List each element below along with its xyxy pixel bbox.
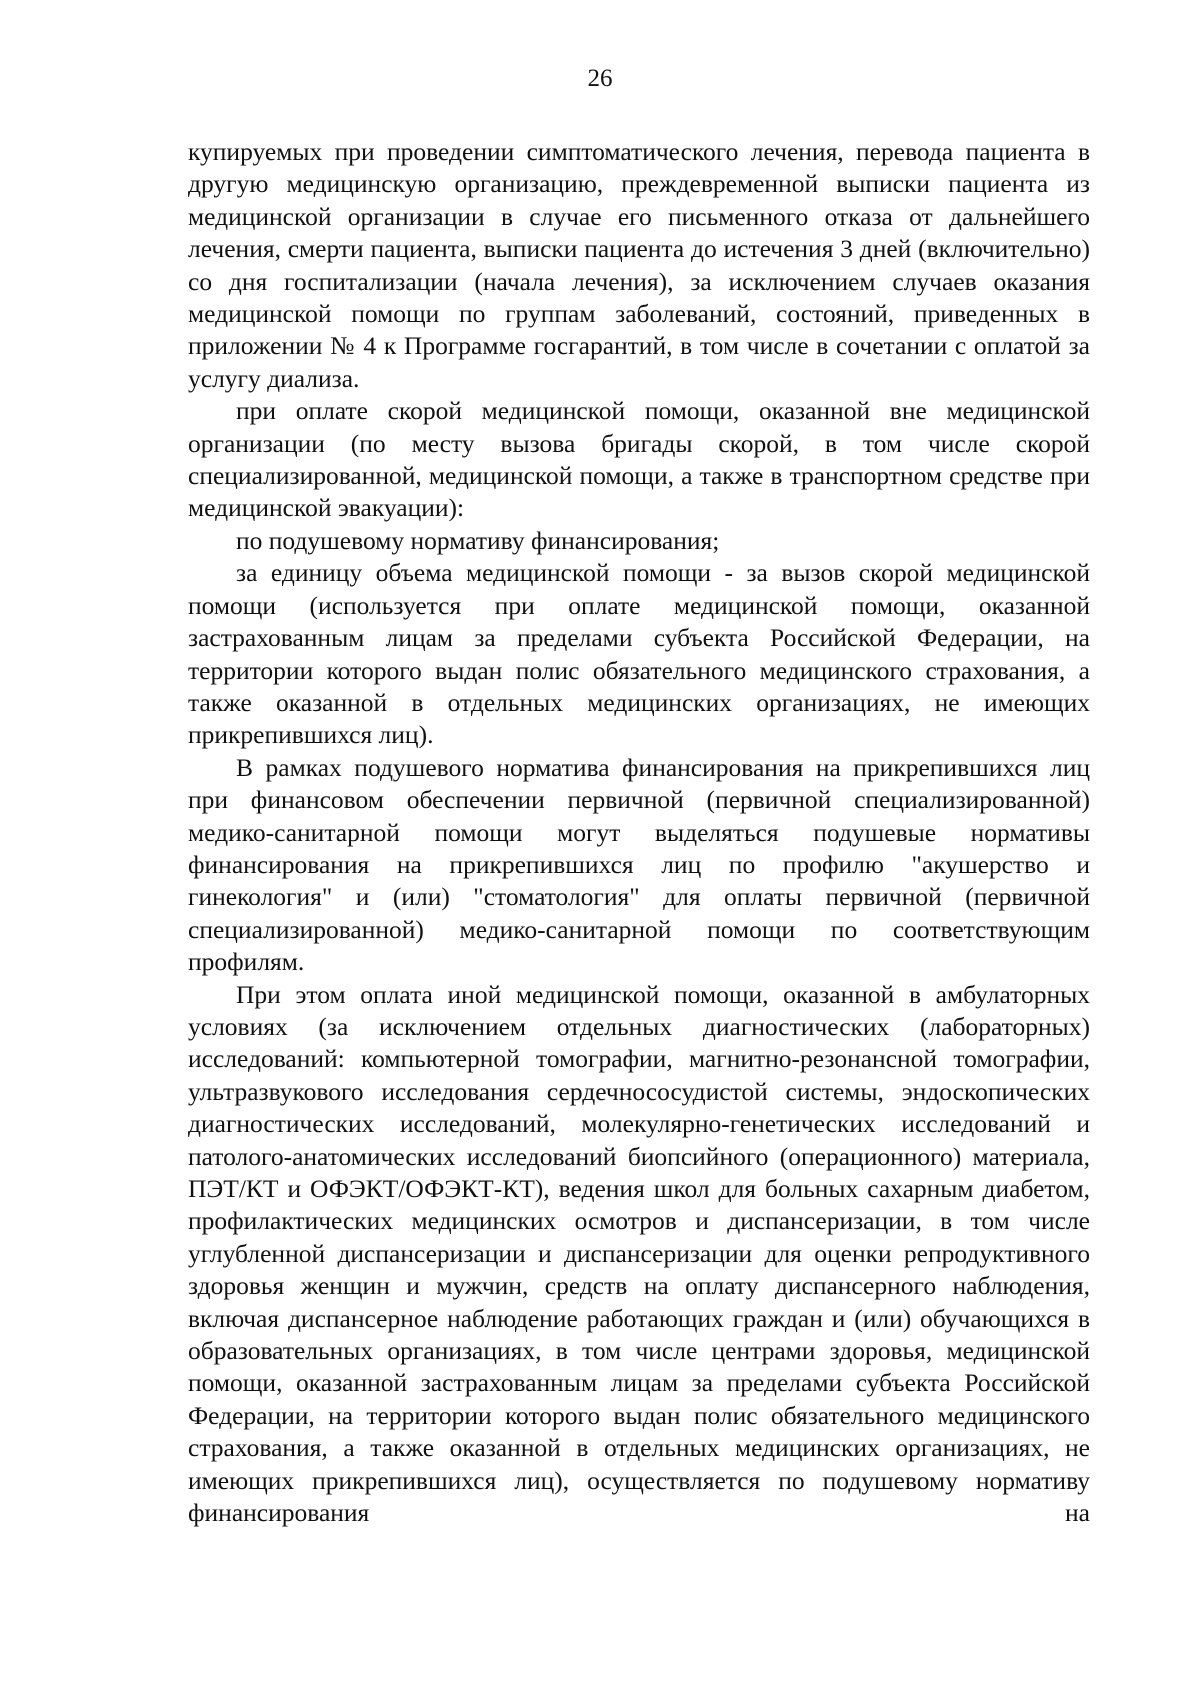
page-number: 26 — [587, 65, 613, 92]
paragraph-per-capita-standards: В рамках подушевого норматива финансирования на прикрепившихся лиц при финансовом обеспечении первичной (первичной специализированной) медико-санитарной помощи могут выделяться подушевые нормативы финансирования на прикрепившихся лиц по профилю "акушерство и гинекология" и (или) "стоматология" для оплаты первичной (первичной специализированной) медико-санитарной помощи по соответствующим профилям. — [188, 752, 1090, 977]
paragraph-continuation: купируемых при проведении симптоматического лечения, перевода пациента в другую медицинскую организацию, преждевременной выписки пациента из медицинской организации в случае его письменного отказа от дальнейшего лечения, смерти пациента, выписки пациента до истечения 3 дней (включительно) со дня госпитализации (начала лечения), за исключением случаев оказания медицинской помощи по группам заболеваний, состояний, приведенных в приложении № 4 к Программе госгарантий, в том числе в сочетании с оплатой за услугу диализа. — [188, 137, 1090, 393]
paragraph-per-capita: по подушевому нормативу финансирования; — [236, 525, 720, 555]
paragraph-unit-of-volume: за единицу объема медицинской помощи - за вызов скорой медицинской помощи (используется при оплате медицинской помощи, оказанной застрахованным лицам за пределами субъекта Российской Федерации, на территории которого выдан полис обязательного медицинского страхования, а также оказанной в отдельных медицинских организациях, не имеющих прикрепившихся лиц). — [188, 558, 1090, 750]
document-body — [188, 136, 1090, 1529]
paragraph-other-care-payment: При этом оплата иной медицинской помощи, оказанной в амбулаторных условиях (за исключением отдельных диагностических (лабораторных) исследований: компьютерной томографии, магнитно-резонансной томографии, ультразвукового исследования сердечнососудистой системы, эндоскопических диагностических исследований, молекулярно-генетических исследований и патолого-анатомических исследований биопсийного (операционного) материала, ПЭТ/КТ и ОФЭКТ/ОФЭКТ-КТ), ведения школ для больных сахарным диабетом, профилактических медицинских осмотров и диспансеризации, в том числе углубленной диспансеризации и диспансеризации для оценки репродуктивного здоровья женщин и мужчин, средств на оплату диспансерного наблюдения, включая диспансерное наблюдение работающих граждан и (или) обучающихся в образовательных организациях, в том числе центрами здоровья, медицинской помощи, оказанной застрахованным лицам за пределами субъекта Российской Федерации, на территории которого выдан полис обязательного медицинского страхования, а также оказанной в отдельных медицинских организациях, не имеющих прикрепившихся лиц), осуществляется по подушевому нормативу финансирования на — [188, 979, 1090, 1528]
paragraph-ambulance-payment: при оплате скорой медицинской помощи, оказанной вне медицинской организации (по месту вызова бригады скорой, в том числе скорой специализированной, медицинской помощи, а также в транспортном средстве при медицинской эвакуации): — [188, 396, 1090, 523]
